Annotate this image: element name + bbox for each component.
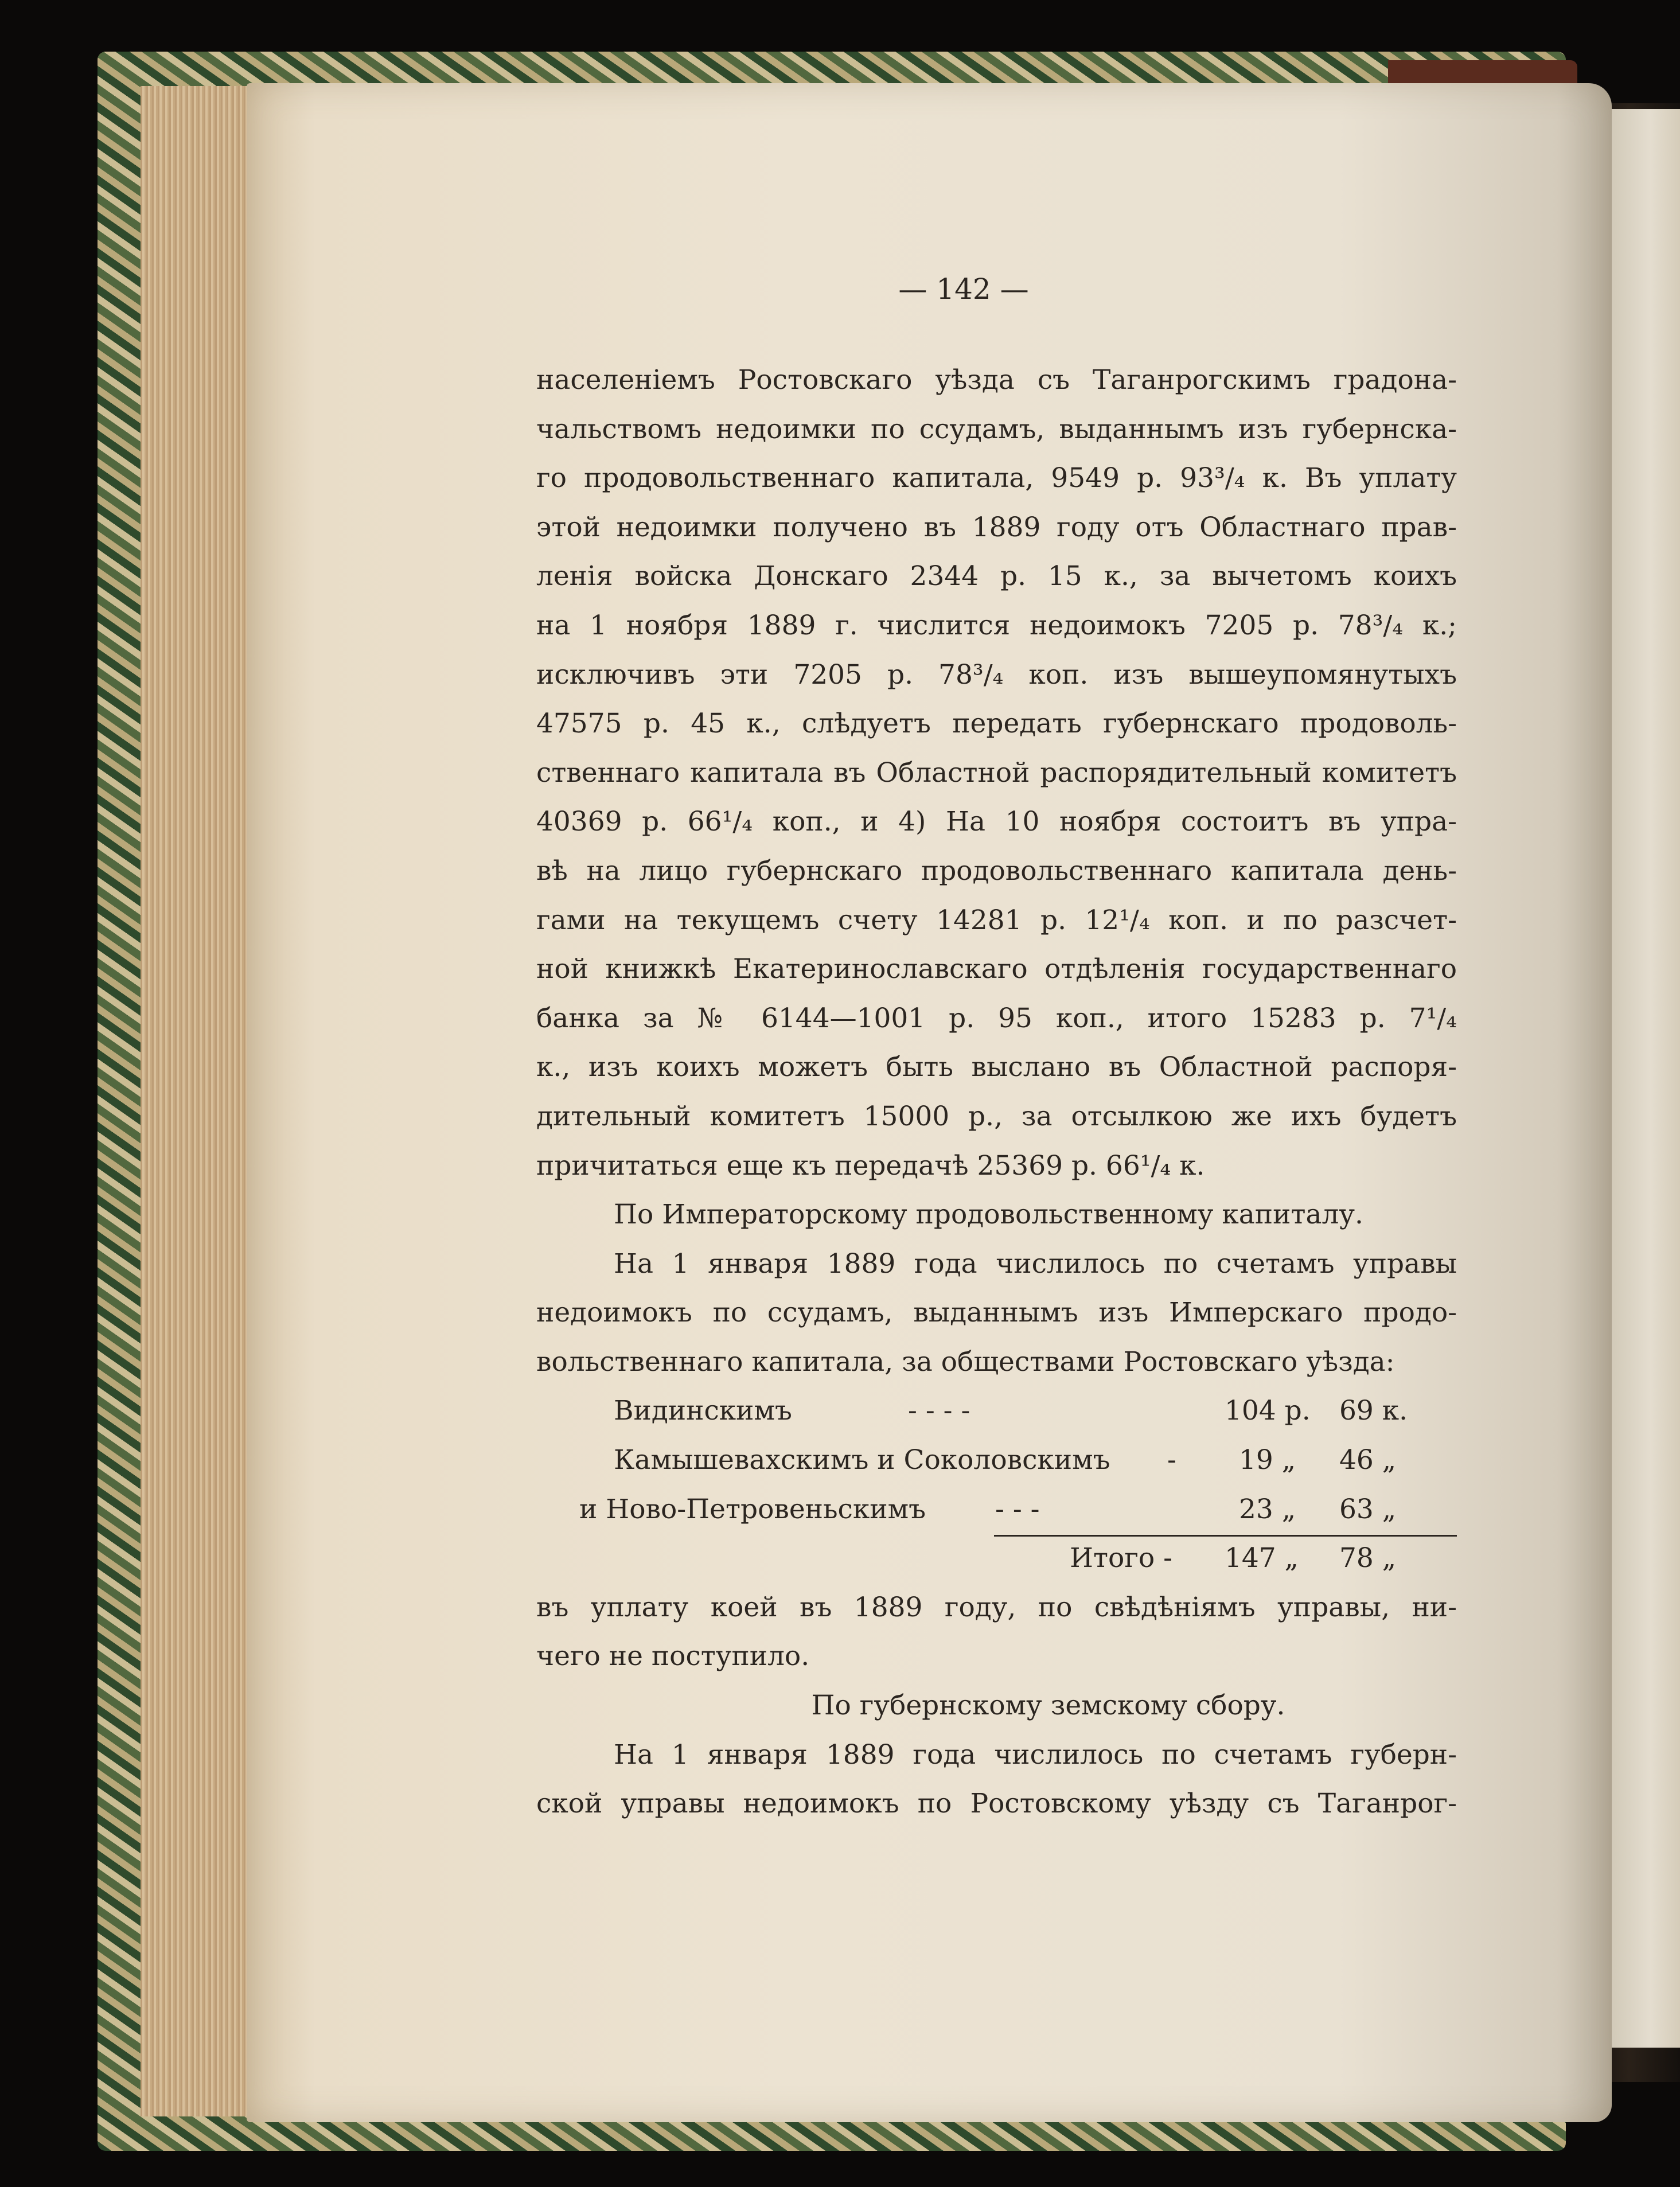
list-item	[536, 1386, 1457, 1436]
text-line: исключивъ эти 7205 р. 78³/₄ коп. изъ вышеупомянутыхъ	[536, 658, 1457, 691]
section-heading-provincial-levy	[536, 1681, 1457, 1730]
text-line: ской управы недоимокъ по Ростовскому уѣзду съ Таганрог-	[536, 1788, 1457, 1820]
section-heading: По губернскому земскому сбору.	[811, 1690, 1285, 1722]
text-line: недоимокъ по ссудамъ, выданнымъ изъ Имперскаго продо-	[536, 1297, 1457, 1329]
total-kopecks: 78 „	[1339, 1542, 1397, 1574]
text-line: ственнаго капитала въ Областной распорядительный комитетъ	[536, 757, 1457, 789]
list-item-rubles: 19 „	[1239, 1444, 1296, 1476]
text-line: населеніемъ Ростовскаго уѣзда съ Таганрогскимъ градона-	[536, 364, 1457, 396]
text-line: ной книжкѣ Екатеринославскаго отдѣленія государственнаго	[536, 953, 1457, 985]
page-stack-edges	[141, 86, 255, 2116]
list-item-dashes: -	[1167, 1444, 1176, 1476]
paragraph-1	[536, 356, 1457, 1190]
text-line: На 1 января 1889 года числилось по счетамъ управы	[614, 1248, 1457, 1280]
text-line: ленія войска Донскаго 2344 р. 15 к., за вычетомъ коихъ	[536, 560, 1457, 592]
list-item-label: Видинскимъ	[614, 1395, 792, 1427]
paragraph-4	[536, 1730, 1457, 1829]
text-line: 40369 р. 66¹/₄ коп., и 4) На 10 ноября состоитъ въ упра-	[536, 806, 1457, 838]
list-item	[536, 1436, 1457, 1485]
list-item-rubles: 104 р.	[1225, 1395, 1311, 1427]
list-item-rubles: 23 „	[1239, 1493, 1296, 1525]
list-item-label: Камышевахскимъ и Соколовскимъ	[614, 1444, 1110, 1476]
text-line: чальствомъ недоимки по ссудамъ, выданнымъ изъ губернска-	[536, 413, 1457, 445]
list-item	[536, 1485, 1457, 1534]
text-line: причитаться еще къ передачѣ 25369 р. 66¹/₄ к.	[536, 1149, 1205, 1182]
text-line: банка за № 6144—1001 р. 95 коп., итого 15283 р. 7¹/₄	[536, 1002, 1457, 1034]
total-rubles: 147 „	[1225, 1542, 1299, 1574]
list-item-kopecks: 63 „	[1339, 1493, 1397, 1525]
text-line: вольственнаго капитала, за обществами Ростовскаго уѣзда:	[536, 1346, 1395, 1378]
text-line: го продовольственнаго капитала, 9549 р. 93³/₄ к. Въ уплату	[536, 462, 1457, 494]
text-line: дительный комитетъ 15000 р., за отсылкою же ихъ будетъ	[536, 1100, 1457, 1132]
text-line: к., изъ коихъ можетъ быть выслано въ Областной распоря-	[536, 1051, 1457, 1083]
list-total-row	[536, 1534, 1457, 1583]
list-item-label: и Ново-Петровеньскимъ	[579, 1493, 926, 1525]
text-line: чего не поступило.	[536, 1640, 810, 1673]
list-item-kopecks: 69 к.	[1339, 1395, 1408, 1427]
paragraph-2	[536, 1239, 1457, 1387]
list-item-dashes: - - -	[995, 1493, 1040, 1525]
text-line: гами на текущемъ счету 14281 р. 12¹/₄ коп. и по разсчет-	[536, 904, 1457, 936]
section-heading: По Императорскому продовольственному капиталу.	[614, 1199, 1363, 1231]
page-number: — 142 —	[898, 272, 1029, 306]
facing-page-edge	[1606, 109, 1680, 2048]
text-line: вѣ на лицо губернскаго продовольственнаго капитала день-	[536, 855, 1457, 887]
list-item-kopecks: 46 „	[1339, 1444, 1397, 1476]
text-line: На 1 января 1889 года числилось по счетамъ губерн-	[614, 1738, 1457, 1771]
list-item-dashes: - - - -	[908, 1395, 970, 1427]
page-text	[536, 356, 1457, 1829]
paragraph-3	[536, 1583, 1457, 1681]
total-label: Итого -	[1070, 1542, 1173, 1574]
text-line: этой недоимки получено въ 1889 году отъ Областнаго прав-	[536, 511, 1457, 543]
arrears-list	[536, 1386, 1457, 1582]
text-line: въ уплату коей въ 1889 году, по свѣдѣніямъ управы, ни-	[536, 1591, 1457, 1623]
section-heading-imperial-capital	[536, 1190, 1457, 1239]
text-line: на 1 ноября 1889 г. числится недоимокъ 7205 р. 78³/₄ к.;	[536, 609, 1457, 641]
text-line: 47575 р. 45 к., слѣдуетъ передать губернскаго продоволь-	[536, 708, 1457, 740]
